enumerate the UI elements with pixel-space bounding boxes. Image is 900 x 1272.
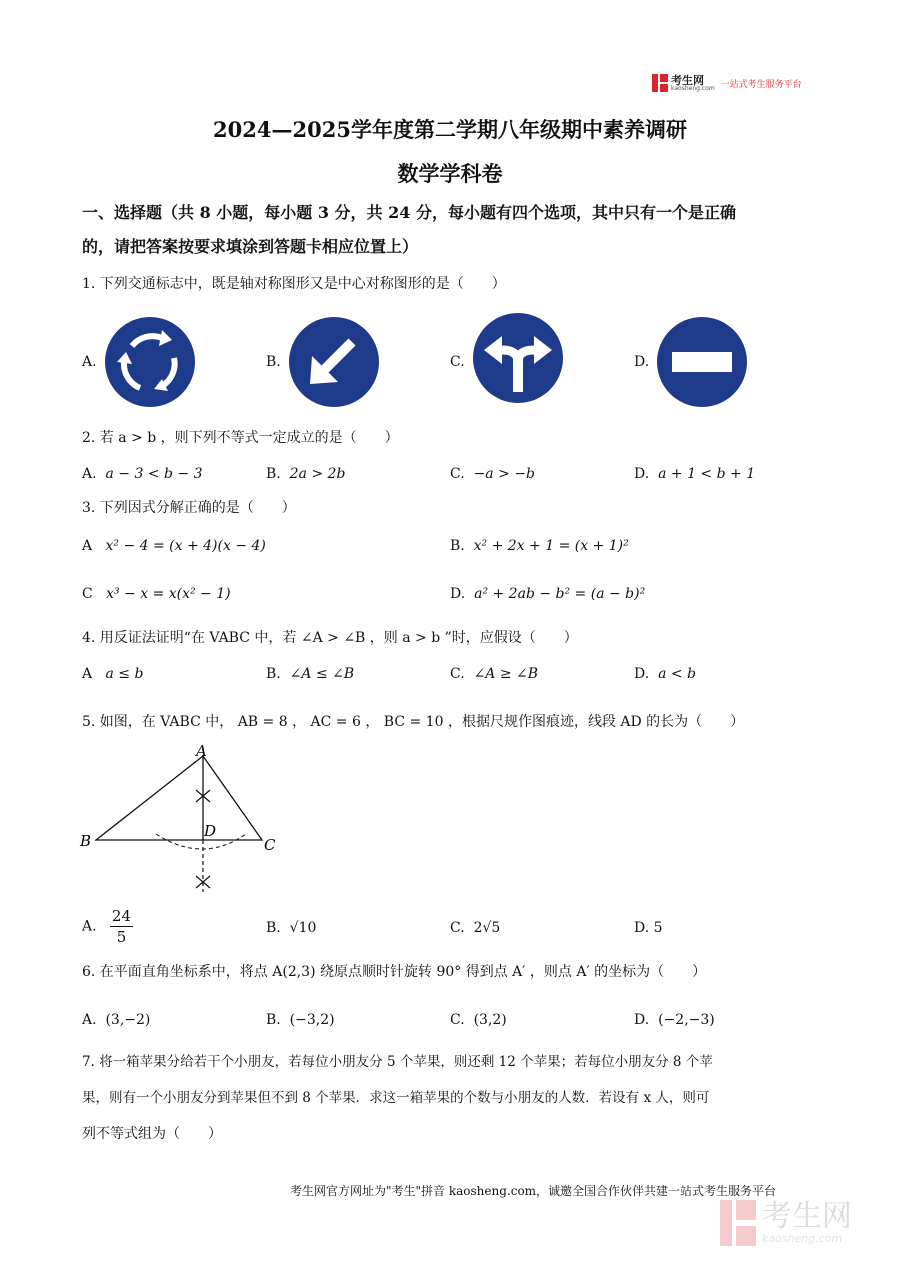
q3-option-c bbox=[82, 584, 231, 604]
q5-triangle-figure bbox=[76, 740, 286, 900]
question-7-line3: 列不等式组为（ ） bbox=[82, 1126, 222, 1142]
question-6-stem: 6. 在平面直角坐标系中，将点 A(2,3) 绕原点顺时针旋转 90° 得到点 A′ ，则点 A′ 的坐标为（ ） bbox=[82, 964, 707, 980]
watermark-url: kaosheng.com bbox=[762, 1231, 843, 1245]
q5-option-c bbox=[450, 918, 500, 938]
q2-option-a bbox=[82, 464, 202, 484]
watermark bbox=[720, 1200, 852, 1246]
logo-url: kaosheng.com bbox=[671, 84, 715, 92]
q4-option-b-label: B. bbox=[266, 666, 281, 682]
q6-option-a-text: (3,−2) bbox=[105, 1012, 151, 1028]
q6-option-c-label: C. bbox=[450, 1012, 465, 1028]
q2-option-d-text: a + 1 < b + 1 bbox=[658, 466, 756, 482]
q6-option-a bbox=[82, 1010, 150, 1030]
q4-option-c-label: C. bbox=[450, 666, 465, 682]
question-7-line1: 7. 将一箱苹果分给若干个小朋友，若每位小朋友分 5 个苹果，则还剩 12 个苹果；若每位小朋友分 8 个苹 bbox=[82, 1054, 713, 1070]
q6-option-d-text: (−2,−3) bbox=[658, 1012, 715, 1028]
q2-option-b bbox=[266, 464, 345, 484]
q3-option-d-label: D. bbox=[450, 586, 466, 602]
q6-option-a-label: A. bbox=[82, 1012, 97, 1028]
q2-option-d bbox=[634, 464, 755, 484]
header-logo bbox=[652, 72, 802, 94]
q3-option-a-label: A bbox=[82, 538, 93, 554]
question-2-stem: 2. 若 a > b ，则下列不等式一定成立的是（ ） bbox=[82, 430, 399, 446]
q1-sign-d-no-entry bbox=[656, 316, 748, 408]
q4-option-a-label: A bbox=[82, 666, 93, 682]
question-1-stem: 1. 下列交通标志中，既是轴对称图形又是中心对称图形的是（ ） bbox=[82, 276, 506, 292]
q5-option-b-text: √10 bbox=[289, 920, 317, 936]
q4-option-d-text: a < b bbox=[658, 666, 697, 682]
q2-option-a-text: a − 3 < b − 3 bbox=[105, 466, 203, 482]
q4-option-d bbox=[634, 664, 696, 684]
q6-option-b bbox=[266, 1010, 335, 1030]
q3-option-c-label: C bbox=[82, 586, 93, 602]
triangle-abc bbox=[96, 756, 262, 840]
q3-option-b-text: x² + 2x + 1 = (x + 1)² bbox=[473, 538, 629, 554]
section-heading-line1: 一、选择题（共 8 小题，每小题 3 分，共 24 分，每小题有四个选项，其中只有一个是正确 bbox=[82, 203, 736, 222]
watermark-name: 考生网 bbox=[762, 1198, 852, 1234]
q1-option-d-label: D. bbox=[634, 354, 650, 370]
q6-option-b-label: B. bbox=[266, 1012, 281, 1028]
fraction-denominator: 5 bbox=[116, 928, 127, 946]
logo-slogan: 一站式考生服务平台 bbox=[720, 79, 802, 90]
q6-option-d bbox=[634, 1010, 715, 1030]
point-c-label: C bbox=[264, 836, 276, 854]
q5-option-d bbox=[634, 918, 663, 938]
q3-option-b-label: B. bbox=[450, 538, 465, 554]
question-7-line2: 果，则有一个小朋友分到苹果但不到 8 个苹果．求这一箱苹果的个数与小朋友的人数．若设有 x 人，则可 bbox=[82, 1090, 710, 1106]
q2-option-c bbox=[450, 464, 535, 484]
page-subtitle: 数学学科卷 bbox=[397, 161, 503, 186]
q4-option-a bbox=[82, 664, 143, 684]
point-a-label: A bbox=[196, 742, 207, 760]
page-title: 2024—2025学年度第二学期八年级期中素养调研 bbox=[213, 117, 687, 142]
q2-option-b-text: 2a > 2b bbox=[289, 466, 346, 482]
q5-option-a-label: A. bbox=[82, 918, 97, 935]
q4-option-b-text: ∠A ≤ ∠B bbox=[289, 666, 355, 682]
q6-option-c-text: (3,2) bbox=[473, 1012, 507, 1028]
section-heading-line2: 的，请把答案按要求填涂到答题卡相应位置上） bbox=[82, 237, 419, 256]
q5-option-d-label: D. bbox=[634, 920, 650, 936]
q1-option-c-label: C. bbox=[450, 354, 465, 370]
logo-name: 考生网 bbox=[671, 73, 704, 87]
q4-option-b bbox=[266, 664, 354, 684]
q2-option-b-label: B. bbox=[266, 466, 281, 482]
point-d-label: D bbox=[204, 822, 217, 840]
q1-sign-b-arrow bbox=[288, 316, 380, 408]
q4-option-d-label: D. bbox=[634, 666, 650, 682]
q3-option-a bbox=[82, 536, 266, 556]
q1-sign-a-roundabout bbox=[104, 316, 196, 408]
q4-option-c-text: ∠A ≥ ∠B bbox=[473, 666, 539, 682]
q6-option-d-label: D. bbox=[634, 1012, 650, 1028]
q5-option-c-text: 2√5 bbox=[473, 920, 501, 936]
q3-option-b bbox=[450, 536, 629, 556]
q6-option-b-text: (−3,2) bbox=[289, 1012, 335, 1028]
q6-option-c bbox=[450, 1010, 507, 1030]
q4-option-a-text: a ≤ b bbox=[105, 666, 144, 682]
construction-arc bbox=[156, 834, 246, 849]
q5-option-b-label: B. bbox=[266, 920, 281, 936]
q1-option-b-label: B. bbox=[266, 354, 281, 370]
point-b-label: B bbox=[80, 832, 92, 850]
question-5-stem: 5. 如图，在 VABC 中， AB = 8 ， AC = 6 ， BC = 10 ，根据尺规作图痕迹，线段 AD 的长为（ ） bbox=[82, 714, 745, 730]
q5-option-b bbox=[266, 918, 316, 938]
q5-option-a bbox=[82, 906, 133, 947]
q5-option-a-fraction bbox=[110, 906, 133, 947]
kaosheng-logo-icon bbox=[652, 74, 668, 92]
q3-option-c-text: x³ − x = x(x² − 1) bbox=[106, 586, 231, 602]
watermark-logo-icon bbox=[720, 1200, 756, 1246]
fraction-numerator: 24 bbox=[111, 907, 132, 925]
q3-option-d-text: a² + 2ab − b² = (a − b)² bbox=[474, 586, 646, 602]
q5-option-d-text: 5 bbox=[653, 920, 663, 936]
q4-option-c bbox=[450, 664, 538, 684]
question-3-stem: 3. 下列因式分解正确的是（ ） bbox=[82, 500, 296, 516]
q1-sign-c-fork bbox=[472, 312, 564, 404]
q3-option-d bbox=[450, 584, 645, 604]
q2-option-c-text: −a > −b bbox=[473, 466, 535, 482]
q2-option-c-label: C. bbox=[450, 466, 465, 482]
q1-option-a-label: A. bbox=[82, 354, 97, 370]
q2-option-a-label: A. bbox=[82, 466, 97, 482]
q3-option-a-text: x² − 4 = (x + 4)(x − 4) bbox=[105, 538, 266, 554]
q5-option-c-label: C. bbox=[450, 920, 465, 936]
q2-option-d-label: D. bbox=[634, 466, 650, 482]
question-4-stem: 4. 用反证法证明“在 VABC 中，若 ∠A > ∠B ，则 a > b ”时，应假设（ ） bbox=[82, 630, 578, 646]
section-heading bbox=[82, 196, 822, 264]
footer-text: 考生网官方网址为"考生"拼音 kaosheng.com，诚邀全国合作伙伴共建一站式考生服务平台 bbox=[290, 1184, 777, 1198]
